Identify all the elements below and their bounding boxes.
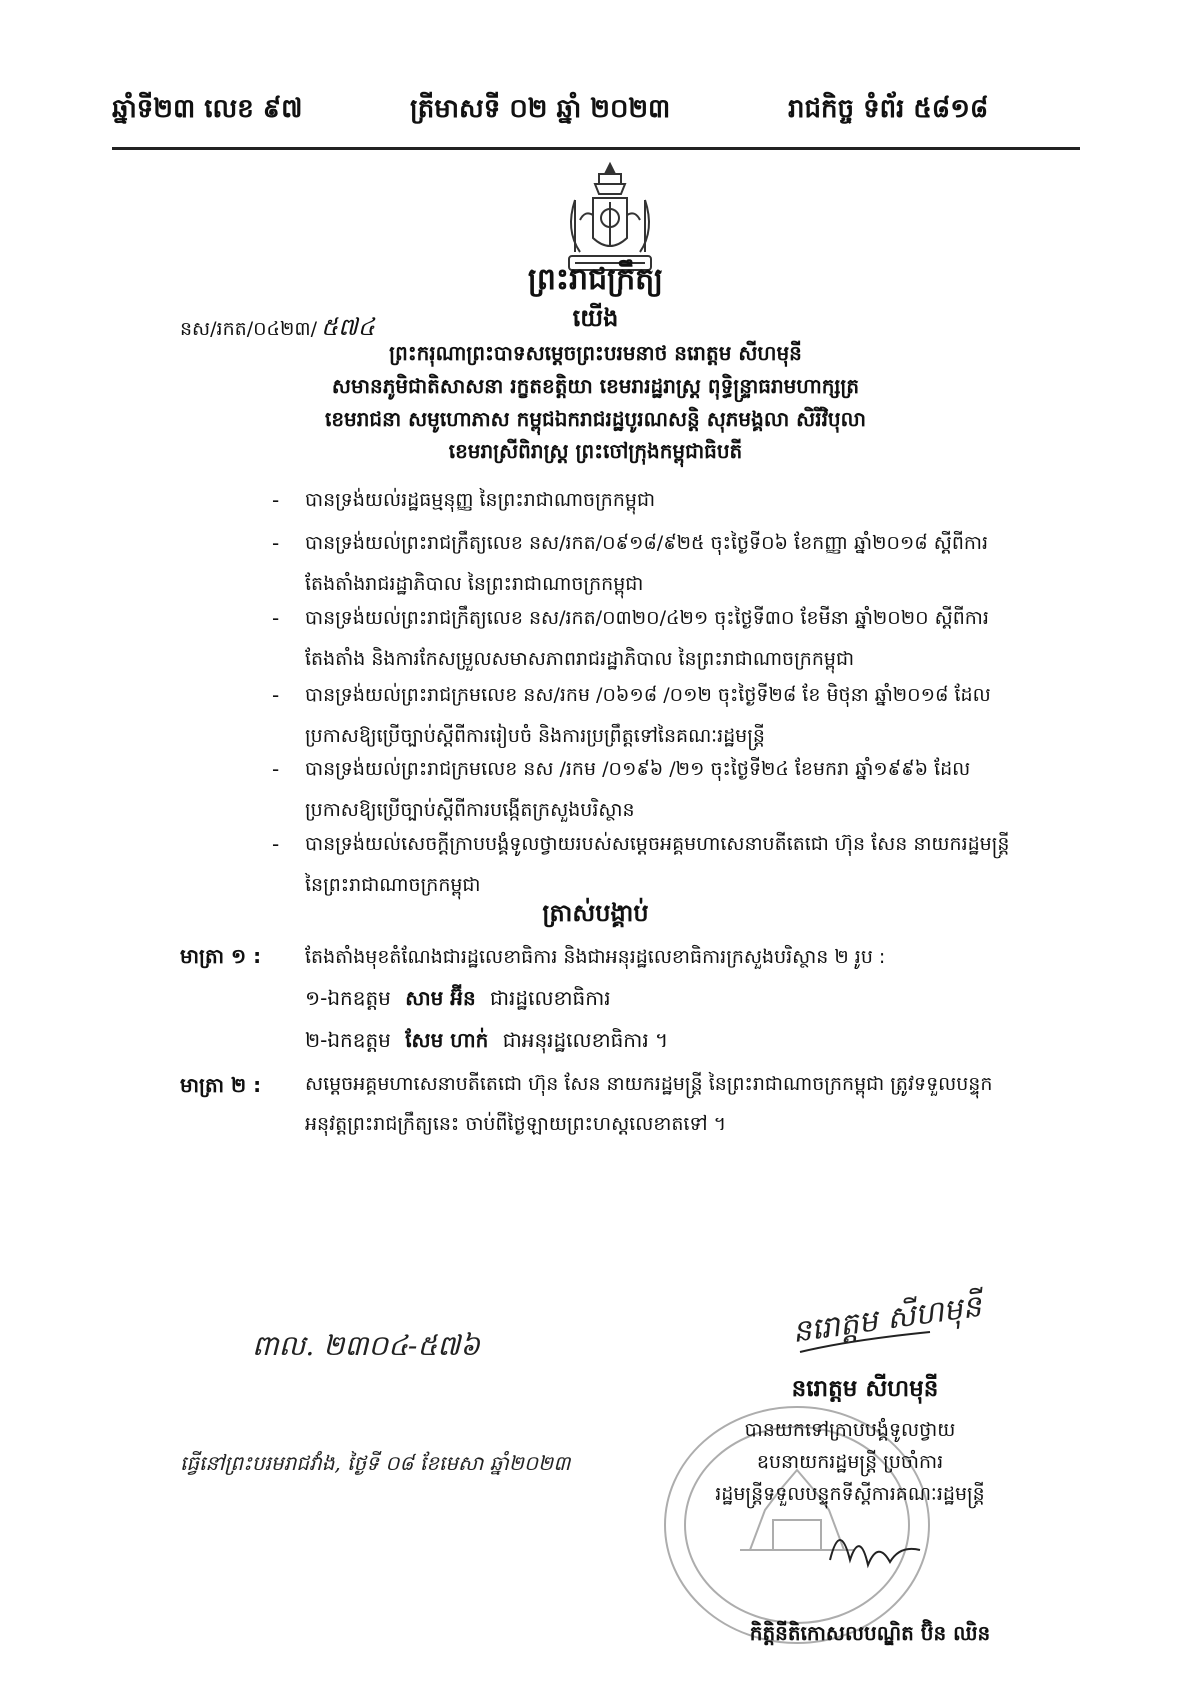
- appointee-1: [305, 985, 611, 1015]
- cosigner-name: កិត្តិនីតិកោសលបណ្ឌិត ប៊ិន ឈិន: [749, 1621, 991, 1645]
- we-heading: យើង: [572, 304, 619, 332]
- decides-heading: ត្រាស់បង្គាប់: [542, 899, 649, 927]
- registry-number-handwritten: ពាល. ២៣០៤-៥៧៦: [252, 1329, 480, 1362]
- king-title-line-4: ខេមរាស្រីពិរាស្ត្រ ព្រះចៅក្រុងកម្ពុជាធិបតី: [448, 439, 743, 463]
- consideration-5: បានទ្រង់យល់ព្រះរាជក្រមលេខ នស /រកម /០១៩៦ /២១ ចុះថ្ងៃទី២៤ ខែមករា ឆ្នាំ១៩៩៦ ដែលប្រកាសឱ្យប្រើច្បាប់ស្តីពីការបង្កើតក្រសួងបរិស្ថាន: [305, 758, 971, 821]
- bullet-4: -: [272, 683, 280, 707]
- article-2-text: សម្តេចអគ្គមហាសេនាបតីតេជោ ហ៊ុន សែន នាយករដ្ឋមន្ត្រី នៃព្រះរាជាណាចក្រកម្ពុជា ត្រូវទទួលបន្ទុកអនុវត្តព្រះរាជក្រឹត្យនេះ ចាប់ពីថ្ងៃឡាយព្រះហស្តលេខាតទៅ ។: [305, 1073, 993, 1135]
- header-rule: [112, 147, 1080, 150]
- appointee-1-name: សាម អ៊ីន: [405, 986, 476, 1010]
- appointee-2-name: សែម ហាក់: [405, 1028, 489, 1052]
- article-2-label: មាត្រា ២ :: [180, 1073, 262, 1097]
- bullet-1: -: [272, 488, 280, 512]
- king-title-line-1: ព្រះករុណាព្រះបាទសម្តេចព្រះបរមនាថ នរោត្តម សីហមុនី: [389, 341, 802, 365]
- article-1-label: មាត្រា ១ :: [180, 944, 262, 968]
- reference-prefix: នស/រកត/០៤២៣/: [180, 318, 318, 340]
- gazette-issue: ឆ្នាំទី២៣ លេខ ៩៧: [112, 94, 303, 124]
- appointee-1-role: ជារដ្ឋលេខាធិការ: [490, 986, 611, 1010]
- signer-title-line-3: រដ្ឋមន្ត្រីទទួលបន្ទុកទីស្តីការគណៈរដ្ឋមន្ត្រី: [715, 1483, 985, 1505]
- signer-title-line-1: បានយកទៅក្រាបបង្គំទូលថ្វាយ: [744, 1419, 956, 1441]
- gazette-page: រាជកិច្ច ទំព័រ ៥៨១៨: [788, 94, 989, 124]
- appointee-2-prefix: ២-ឯកឧត្តម: [305, 1028, 391, 1052]
- bullet-6: -: [272, 832, 280, 856]
- consideration-2: បានទ្រង់យល់ព្រះរាជក្រឹត្យលេខ នស/រកត/០៩១៨/៩២៥ ចុះថ្ងៃទី០៦ ខែកញ្ញា ឆ្នាំ២០១៨ ស្តីពីការតែងតាំងរាជរដ្ឋាភិបាល នៃព្រះរាជាណាចក្រកម្ពុជា: [305, 532, 989, 595]
- consideration-1: បានទ្រង់យល់រដ្ឋធម្មនុញ្ញ នៃព្រះរាជាណាចក្រកម្ពុជា: [305, 489, 656, 511]
- signer-name: នរោត្តម សីហមុនី: [791, 1376, 939, 1402]
- consideration-6: បានទ្រង់យល់សេចក្តីក្រាបបង្គំទូលថ្វាយរបស់សម្តេចអគ្គមហាសេនាបតីតេជោ ហ៊ុន សែន នាយករដ្ឋមន្ត្រី នៃព្រះរាជាណាចក្រកម្ពុជា: [305, 833, 1010, 896]
- consideration-3: បានទ្រង់យល់ព្រះរាជក្រឹត្យលេខ នស/រកត/០៣២០/៤២១ ចុះថ្ងៃទី៣០ ខែមីនា ឆ្នាំ២០២០ ស្តីពីការតែងតាំង និងការកែសម្រួលសមាសភាពរាជរដ្ឋាភិបាល នៃព្រះរាជាណាចក្រកម្ពុជា: [305, 607, 989, 670]
- decree-title: ព្រះរាជក្រឹត្យ: [527, 262, 664, 297]
- signer-title-line-2: ឧបនាយករដ្ឋមន្ត្រី ប្រចាំការ: [756, 1451, 944, 1473]
- signature-flourish-icon: [790, 1282, 940, 1362]
- king-title-line-3: ខេមរាជនា សមូហោភាស កម្ពុជឯករាជរដ្ឋបូរណសន្តិ សុភមង្គលា សិរីវិបុលា: [324, 407, 867, 431]
- appointee-1-prefix: ១-ឯកឧត្តម: [305, 986, 391, 1010]
- reference-handwritten-number: ៥៧៤: [321, 313, 375, 341]
- bullet-5: -: [272, 757, 280, 781]
- bullet-3: -: [272, 606, 280, 630]
- cosigner-signature-icon: [820, 1510, 930, 1590]
- king-title-line-2: សមានភូមិជាតិសាសនា រក្ខតខត្តិយា ខេមរារដ្ឋរាស្ត្រ ពុទ្ធិន្ទ្រាធរាមហាក្សត្រ: [331, 374, 860, 398]
- date-line: ធ្វើនៅព្រះបរមរាជវាំង, ថ្ងៃទី ០៨ ខែមេសា ឆ្នាំ២០២៣: [180, 1451, 571, 1475]
- article-1-text: តែងតាំងមុខតំណែងជារដ្ឋលេខាធិការ និងជាអនុរដ្ឋលេខាធិការក្រសួងបរិស្ថាន ២ រូប :: [305, 946, 886, 968]
- consideration-4: បានទ្រង់យល់ព្រះរាជក្រមលេខ នស/រកម /០៦១៨ /០១២ ចុះថ្ងៃទី២៨ ខែ មិថុនា ឆ្នាំ២០១៨ ដែលប្រកាសឱ្យប្រើច្បាប់ស្តីពីការរៀបចំ និងការប្រព្រឹត្តទៅនៃគណៈរដ្ឋមន្ត្រី: [305, 684, 991, 747]
- gazette-quarter: ត្រីមាសទី ០២ ឆ្នាំ ២០២៣: [410, 94, 671, 124]
- appointee-2-role: ជាអនុរដ្ឋលេខាធិការ ។: [502, 1028, 669, 1052]
- royal-signature: នរោត្តម សីហមុនី: [790, 1288, 984, 1351]
- appointee-2: [305, 1027, 668, 1057]
- bullet-2: -: [272, 531, 280, 555]
